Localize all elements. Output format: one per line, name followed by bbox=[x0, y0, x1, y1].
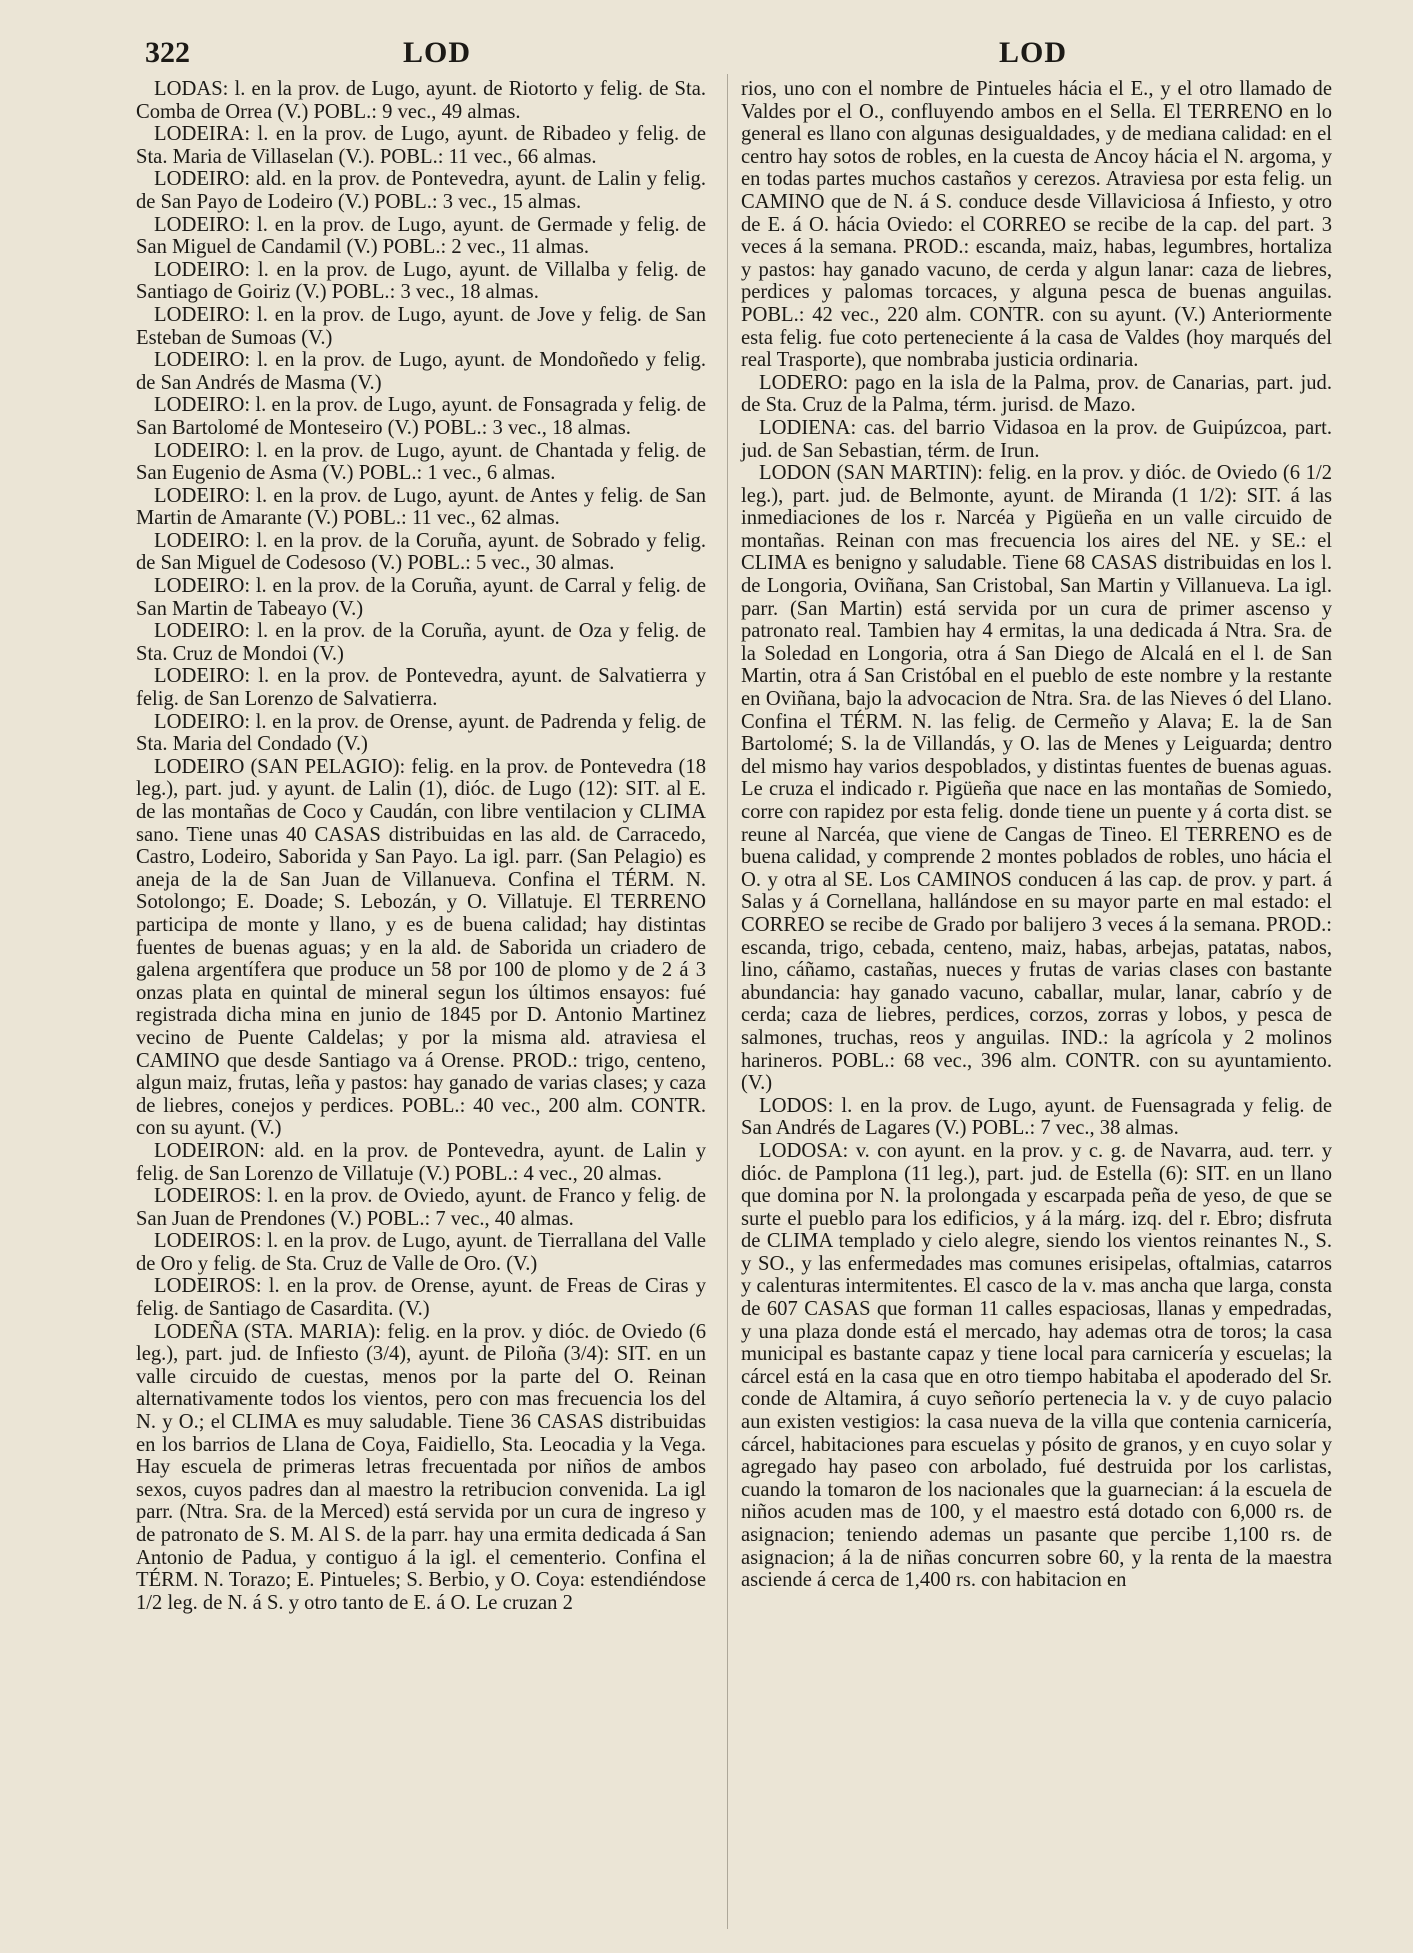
entry-lodon: LODON (SAN MARTIN): felig. en la prov. y dióc. de Oviedo (6 1/2 leg.), part. jud. de Belmonte, ayunt. de Miranda (1 1/2): SIT. á las inmediaciones de los r. Narcéa y Pigüeña en un valle circuido de montañas. Reinan con mas frecuencia los aires del NE. y SE.: el CLIMA es benigno y saludable. Tiene 68 CASAS distribuidas en los l. de Longoria, Oviñana, San Cristobal, San Martin y Villanueva. La igl. parr. (San Martin) está servida por un cura de primer ascenso y patronato real. Tambien hay 4 ermitas, la una dedicada á Ntra. Sra. de la Soledad en Longoria, otra á San Diego de Alcalá en el l. de San Martin, otra á San Cristóbal en el pueblo de este nombre y la restante en Oviñana, bajo la advocacion de Ntra. Sra. de las Nieves ó del Llano. Confina el TÉRM. N. las felig. de Cermeño y Alava; E. la de San Bartolomé; S. la de Villandás, y O. las de Menes y Leiguarda; dentro del mismo hay varios despoblados, y distintas fuentes de buenas aguas. Le cruza el indicado r. Pigüeña que nace en las montañas de Somiedo, corre con rapidez por esta felig. donde tiene un puente y á corta dist. se reune al Narcéa, que viene de Cangas de Tineo. El TERRENO es de buena calidad, y comprende 2 montes poblados de robles, uno hácia el O. y otra al SE. Los CAMINOS conducen á las cap. de prov. y part. á Salas y á Cornellana, hallándose en su mayor parte en mal estado: el CORREO se recibe de Grado por balijero 3 veces á la semana. PROD.: escanda, trigo, cebada, centeno, maiz, habas, arbejas, patatas, nabos, lino, cáñamo, castañas, nueces y frutas de varias clases con bastante abundancia: hay ganado vacuno, caballar, mular, lanar, cabrío y de cerda; caza de liebres, perdices, corzos, zorras y lobos, y pesca de salmones, truchas, reos y anguilas. IND.: la agrícola y 2 molinos harineros. POBL.: 68 vec., 396 alm. CONTR. con su ayuntamiento. (V.) bbox=[741, 462, 1332, 1095]
entry-lodena-continued: rios, uno con el nombre de Pintueles hácia el E., y el otro llamado de Valdes por el O., confluyendo ambos en el Sella. El TERRENO en lo general es llano con algunas desigualdades, y de mediana calidad: en el centro hay sotos de robles, en la cuesta de Ancoy hácia el N. argoma, y en todas partes muchos castaños y cerezos. Atraviesa por esta felig. un CAMINO que de N. á S. conduce desde Villaviciosa á Infiesto, y otro de E. á O. hácia Oviedo: el CORREO se recibe de la cap. del part. 3 veces á la semana. PROD.: escanda, maiz, habas, legumbres, hortaliza y pastos: hay ganado vacuno, de cerda y algun lanar: caza de liebres, perdices y palomas torcaces, y alguna pesca de buenas anguilas. POBL.: 42 vec., 220 alm. CONTR. con su ayunt. (V.) Anteriormente esta felig. fue coto perteneciente á la casa de Valdes (hoy marqués del real Trasporte), que nombraba justicia ordinaria. bbox=[741, 78, 1332, 372]
entry-lodeiro-sobrado: LODEIRO: l. en la prov. de la Coruña, ayunt. de Sobrado y felig. de San Miguel de Codesoso (V.) POBL.: 5 vec., 30 almas. bbox=[136, 529, 706, 575]
entry-lodena: LODEÑA (STA. MARIA): felig. en la prov. y dióc. de Oviedo (6 leg.), part. jud. de Infiesto (3/4), ayunt. de Piloña (3/4): SIT. en un valle circuido de cuestas, menos por la parte del O. Reinan alternativamente todos los vientos, pero con mas frecuencia los del N. y O.; el CLIMA es muy saludable. Tiene 36 CASAS distribuidas en los barrios de Llana de Coya, Faidiello, Sta. Leocadia y la Vega. Hay escuela de primeras letras frecuentada por niños de ambos sexos, cuyos padres dan al maestro la retribucion convenida. La igl parr. (Ntra. Sra. de la Merced) está servida por un cura de ingreso y de patronato de S. M. Al S. de la parr. hay una ermita dedicada á San Antonio de Padua, y contiguo á la igl. el cementerio. Confina el TÉRM. N. Torazo; E. Pintueles; S. Berbio, y O. Coya: estendiéndose 1/2 leg. de N. á S. y otro tanto de E. á O. Le cruzan 2 bbox=[136, 1320, 706, 1614]
entry-lodeiro-jove: LODEIRO: l. en la prov. de Lugo, ayunt. de Jove y felig. de San Esteban de Sumoas (V.) bbox=[136, 303, 706, 349]
entry-lodeiros-tierrallana: LODEIROS: l. en la prov. de Lugo, ayunt. de Tierrallana del Valle de Oro y felig. de Sta. Cruz de Valle de Oro. (V.) bbox=[136, 1230, 706, 1275]
running-head-right: LOD bbox=[999, 36, 1068, 69]
entry-lodas: LODAS: l. en la prov. de Lugo, ayunt. de Riotorto y felig. de Sta. Comba de Orrea (V.) POBL.: 9 vec., 49 almas. bbox=[136, 78, 706, 123]
page-header bbox=[145, 32, 1330, 80]
entry-lodeiro-chantada: LODEIRO: l. en la prov. de Lugo, ayunt. de Chantada y felig. de San Eugenio de Asma (V.) POBL.: 1 vec., 6 almas. bbox=[136, 439, 706, 485]
entry-lodeiros-franco: LODEIROS: l. en la prov. de Oviedo, ayunt. de Franco y felig. de San Juan de Prendones (V.) POBL.: 7 vec., 40 almas. bbox=[136, 1185, 706, 1230]
entry-lodeiro-villalba: LODEIRO: l. en la prov. de Lugo, ayunt. de Villalba y felig. de Santiago de Goiriz (V.) POBL.: 3 vec., 18 almas. bbox=[136, 258, 706, 304]
entry-lodeira: LODEIRA: l. en la prov. de Lugo, ayunt. de Ribadeo y felig. de Sta. Maria de Villaselan (V.). POBL.: 11 vec., 66 almas. bbox=[136, 123, 706, 168]
entry-lodosa: LODOSA: v. con ayunt. en la prov. y c. g. de Navarra, aud. terr. y dióc. de Pamplona (11 leg.), part. jud. de Estella (6): SIT. en un llano que domina por N. la prolongada y escarpada peña de yeso, de que se surte el pueblo para los edificios, y á la márg. izq. del r. Ebro; disfruta de CLIMA templado y cielo alegre, siendo los vientos reinantes N., S. y SO., y las enfermedades mas comunes erisipelas, oftalmias, catarros y calenturas intermitentes. El casco de la v. mas ancha que larga, consta de 607 CASAS que forman 11 calles espaciosas, llanas y empedradas, y una plaza donde está el mercado, hay ademas otra de toros; la casa municipal es bastante capaz y tiene local para carnicería y escuelas; la cárcel está en la casa que en otro tiempo habitaba el apoderado del Sr. conde de Altamira, á cuyo señorío pertenecia la v. y de cuyo palacio aun existen vestigios: la casa nueva de la villa que contenia carnicería, cárcel, habitaciones para escuelas y pósito de granos, y en cuyo solar y agregado hay paseo con arbolado, fué destruida por los carlistas, cuando la tomaron de los nacionales que la guarnecian: á la escuela de niños acuden mas de 100, y el maestro está dotado con 6,000 rs. de asignacion; teniendo ademas un pasante que percibe 1,100 rs. de asignacion; á la de niñas concurren sobre 60, y la renta de la maestra asciende á cerca de 1,400 rs. con habitacion en bbox=[741, 1139, 1332, 1592]
page-number: 322 bbox=[145, 36, 190, 69]
entry-lodero: LODERO: pago en la isla de la Palma, prov. de Canarias, part. jud. de Sta. Cruz de la Palma, térm. jurisd. de Mazo. bbox=[741, 371, 1332, 417]
right-column bbox=[741, 78, 1332, 1592]
entry-lodeiro-san-pelagio: LODEIRO (SAN PELAGIO): felig. en la prov. de Pontevedra (18 leg.), part. jud. y ayunt. de Lalin (1), dióc. de Lugo (12): SIT. al E. de las montañas de Coco y Caudán, con libre ventilacion y CLIMA sano. Tiene unas 40 CASAS distribuidas en las ald. de Carracedo, Castro, Lodeiro, Saborida y San Payo. La igl. parr. (San Pelagio) es aneja de la de San Juan de Villanueva. Confina el TÉRM. N. Sotolongo; E. Doade; S. Lebozán, y O. Villatuje. El TERRENO participa de monte y llano, y es de buena calidad; hay distintas fuentes de buenas aguas; y en la ald. de Saborida un criadero de galena argentífera que produce un 58 por 100 de plomo y de 2 á 3 onzas plata en quintal de mineral segun los últimos ensayos: fué registrada dicha mina en junio de 1845 por D. Antonio Martinez vecino de Puente Caldelas; y por la misma ald. atraviesa el CAMINO que desde Santiago va á Orense. PROD.: trigo, centeno, algun maiz, frutas, leña y pastos: hay ganado de varias clases; y caza de liebres, conejos y perdices. POBL.: 40 vec., 200 alm. CONTR. con su ayunt. (V.) bbox=[136, 755, 706, 1140]
entry-lodiena: LODIENA: cas. del barrio Vidasoa en la prov. de Guipúzcoa, part. jud. de San Sebastian, térm. de Irun. bbox=[741, 416, 1332, 462]
running-head-left: LOD bbox=[403, 36, 472, 69]
entry-lodeiro-lalin: LODEIRO: ald. en la prov. de Pontevedra, ayunt. de Lalin y felig. de San Payo de Lodeiro (V.) POBL.: 3 vec., 15 almas. bbox=[136, 168, 706, 213]
entry-lodeiro-fonsagrada: LODEIRO: l. en la prov. de Lugo, ayunt. de Fonsagrada y felig. de San Bartolomé de Monteseiro (V.) POBL.: 3 vec., 18 almas. bbox=[136, 394, 706, 439]
entry-lodos: LODOS: l. en la prov. de Lugo, ayunt. de Fuensagrada y felig. de San Andrés de Lagares (V.) POBL.: 7 vec., 38 almas. bbox=[741, 1094, 1332, 1140]
entry-lodeiro-padrenda: LODEIRO: l. en la prov. de Orense, ayunt. de Padrenda y felig. de Sta. Maria del Condado (V.) bbox=[136, 710, 706, 756]
left-column bbox=[136, 78, 706, 1614]
entry-lodeiro-carral: LODEIRO: l. en la prov. de la Coruña, ayunt. de Carral y felig. de San Martin de Tabeayo (V.) bbox=[136, 575, 706, 620]
column-divider bbox=[727, 74, 728, 1929]
entry-lodeiron: LODEIRON: ald. en la prov. de Pontevedra, ayunt. de Lalin y felig. de San Lorenzo de Villatuje (V.) POBL.: 4 vec., 20 almas. bbox=[136, 1139, 706, 1185]
entry-lodeiro-antes: LODEIRO: l. en la prov. de Lugo, ayunt. de Antes y felig. de San Martin de Amarante (V.) POBL.: 11 vec., 62 almas. bbox=[136, 484, 706, 530]
entry-lodeiro-mondonedo: LODEIRO: l. en la prov. de Lugo, ayunt. de Mondoñedo y felig. de San Andrés de Masma (V.) bbox=[136, 349, 706, 394]
entry-lodeiros-freas: LODEIROS: l. en la prov. de Orense, ayunt. de Freas de Ciras y felig. de Santiago de Casardita. (V.) bbox=[136, 1275, 706, 1321]
entry-lodeiro-oza: LODEIRO: l. en la prov. de la Coruña, ayunt. de Oza y felig. de Sta. Cruz de Mondoi (V.) bbox=[136, 620, 706, 665]
entry-lodeiro-salvatierra: LODEIRO: l. en la prov. de Pontevedra, ayunt. de Salvatierra y felig. de San Lorenzo de Salvatierra. bbox=[136, 665, 706, 711]
entry-lodeiro-germade: LODEIRO: l. en la prov. de Lugo, ayunt. de Germade y felig. de San Miguel de Candamil (V.) POBL.: 2 vec., 11 almas. bbox=[136, 213, 706, 259]
